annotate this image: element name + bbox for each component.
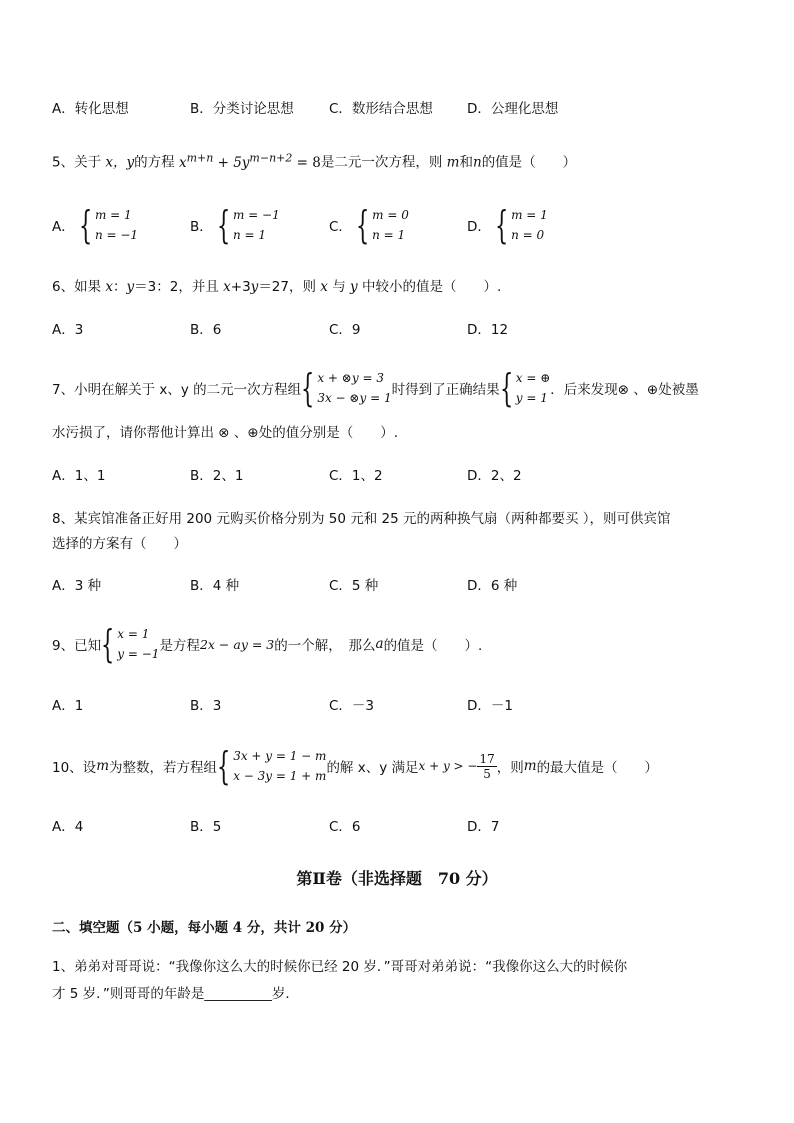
system-row: x − 3y = 1 + m — [233, 769, 327, 783]
q5-and: 和 — [459, 154, 473, 171]
question-6 — [52, 278, 501, 296]
var-y: y — [126, 279, 135, 295]
q10-text: 的解 x、y 满足 — [326, 760, 419, 776]
q7-text: 时得到了正确结果 — [391, 382, 500, 398]
option-label: C． — [329, 219, 352, 235]
q9-text: 是方程 — [159, 638, 200, 654]
system-row: m = 0 — [372, 208, 409, 222]
option-a — [52, 205, 138, 245]
system-row: x + ⊗y = 3 — [317, 371, 384, 385]
option-label: A． — [52, 219, 75, 235]
section-heading: 二、填空题（5 小题，每小题 4 分，共计 20 分） — [52, 920, 357, 936]
option-c: C．－3 — [329, 698, 375, 714]
option-a: A．3 种 — [52, 578, 102, 594]
q6-text: 中较小的值是（ ）. — [357, 279, 502, 295]
q9-text: 的一个解， 那么 — [274, 638, 376, 654]
q5-suffix1: 是二元一次方程，则 — [320, 154, 443, 171]
q5-eq-exp2: m−n+2 — [249, 151, 293, 164]
fill1-line2 — [52, 985, 299, 1003]
brace-icon: { — [499, 366, 513, 410]
var-x: x — [320, 279, 328, 295]
q5-eq-exp1: m+n — [186, 151, 214, 164]
brace-icon: { — [217, 744, 231, 788]
option-d: D．7 — [467, 819, 500, 835]
option-c: C．9 — [329, 322, 361, 338]
option-b: B．3 — [190, 698, 222, 714]
q6-text: ： — [113, 279, 127, 295]
question-10 — [52, 746, 658, 786]
system-row: m = −1 — [232, 208, 280, 222]
question-5 — [52, 149, 576, 172]
q10-system — [217, 746, 326, 786]
q7-system-2 — [500, 368, 551, 408]
q6-text: ＝27，则 — [258, 279, 321, 295]
fill1-line1: 1、弟弟对哥哥说：“我像你这么大的时候你已经 20 岁．”哥哥对弟弟说：“我像你这么大的时候你 — [52, 959, 628, 975]
option-b: B．5 — [190, 819, 222, 835]
system-row: x = ⊕ — [515, 371, 551, 385]
q5-mid: 的方程 — [134, 154, 175, 171]
q9-system — [101, 624, 159, 664]
system-row: 3x − ⊗y = 1 — [317, 391, 392, 405]
system-row: 3x + y = 1 − m — [233, 749, 327, 763]
option-d: D．6 种 — [467, 578, 518, 594]
option-b: B．2、1 — [190, 468, 244, 484]
q6-text: 与 — [327, 279, 351, 295]
system-row: n = 1 — [372, 228, 406, 242]
system-row: n = −1 — [94, 228, 139, 242]
q5-suffix2: 的值是（ ） — [481, 154, 577, 171]
fraction-denominator: 5 — [483, 766, 491, 781]
option-c: C．数形结合思想 — [329, 101, 433, 117]
var-m: m — [523, 758, 537, 774]
q6-text: 6、如果 — [52, 279, 106, 295]
brace-icon: { — [494, 203, 509, 247]
q5-equation — [178, 151, 321, 171]
var-x: x — [105, 279, 114, 295]
q10-text: 的最大值是（ ） — [536, 760, 659, 776]
option-a: A．1、1 — [52, 468, 106, 484]
system-row: n = 0 — [511, 228, 545, 242]
option-c: C．6 — [329, 819, 361, 835]
q6-text: ＝3：2，并且 — [134, 279, 224, 295]
q5-vars: x，y — [105, 154, 135, 171]
q9-text: 9、已知 — [52, 638, 102, 654]
option-b — [190, 205, 280, 245]
option-a: A．4 — [52, 819, 84, 835]
option-d: D．2、2 — [467, 468, 522, 484]
q7-line2: 水污损了，请你帮他计算出 ⊗ 、⊕处的值分别是（ ）. — [52, 425, 398, 441]
option-b: B．6 — [190, 322, 222, 338]
option-a: A．3 — [52, 322, 84, 338]
q10-text: 10、设 — [52, 760, 97, 776]
system-row: y = 1 — [515, 391, 548, 405]
option-a: A．1 — [52, 698, 84, 714]
system-row: n = 1 — [232, 228, 266, 242]
fraction-numerator: 17 — [479, 751, 495, 766]
question-9 — [52, 624, 482, 664]
q10-text: ，则 — [496, 760, 524, 776]
q7-text: 7、小明在解关于 x、y 的二元一次方程组 — [52, 382, 302, 398]
system-row: y = −1 — [117, 647, 160, 661]
q7-system-1 — [301, 368, 391, 408]
fill1-text: 岁． — [271, 986, 299, 1002]
q5-prefix: 5、关于 — [52, 154, 106, 171]
var-m: m — [96, 758, 109, 774]
option-label: B． — [190, 219, 213, 235]
q5-m: m — [446, 154, 460, 171]
answer-blank[interactable]: __________ — [204, 986, 272, 1002]
fill1-text: 才 5 岁．”则哥哥的年龄是 — [52, 986, 205, 1002]
q5-eq-rest: = 8 — [296, 154, 321, 171]
system-row: x = 1 — [117, 627, 150, 641]
q9-equation: 2x − ay = 3 — [199, 636, 275, 652]
question-7 — [52, 368, 699, 408]
brace-icon: { — [216, 203, 231, 247]
q5-eq-x: x — [178, 154, 187, 171]
var-y: y — [250, 279, 259, 295]
option-c — [329, 205, 409, 245]
q7-text: ．后来发现⊗ 、⊕处被墨 — [550, 382, 699, 398]
option-d — [467, 205, 548, 245]
var-y: y — [350, 279, 358, 295]
section-title: 第Ⅱ卷（非选择题 70 分） — [296, 869, 498, 888]
q5-n: n — [472, 154, 482, 171]
q8-line2: 选择的方案有（ ） — [52, 536, 187, 552]
brace-icon: { — [101, 622, 115, 666]
var-x: x — [223, 279, 231, 295]
q10-text: 为整数，若方程组 — [109, 760, 217, 776]
option-label: D． — [467, 219, 491, 235]
q9-text: 的值是（ ）. — [383, 638, 483, 654]
option-a: A．转化思想 — [52, 101, 129, 117]
brace-icon: { — [301, 366, 315, 410]
option-d: D．公理化思想 — [467, 101, 559, 117]
system-row: m = 1 — [94, 208, 132, 222]
brace-icon: { — [78, 203, 93, 247]
option-c: C．5 种 — [329, 578, 379, 594]
system-row: m = 1 — [511, 208, 548, 222]
q10-inequality: x + y > − — [418, 759, 478, 773]
option-d: D．－1 — [467, 698, 513, 714]
option-b: B．分类讨论思想 — [190, 101, 294, 117]
q5-eq-plus5y: + 5y — [217, 154, 250, 171]
q10-fraction — [477, 752, 496, 781]
q8-line1: 8、某宾馆准备正好用 200 元购买价格分别为 50 元和 25 元的两种换气扇（两种都要买 ），则可供宾馆 — [52, 511, 671, 527]
option-d: D．12 — [467, 322, 509, 338]
q6-text: +3 — [230, 279, 251, 295]
brace-icon: { — [355, 203, 370, 247]
var-a: a — [375, 636, 384, 652]
option-c: C．1、2 — [329, 468, 383, 484]
option-b: B．4 种 — [190, 578, 240, 594]
